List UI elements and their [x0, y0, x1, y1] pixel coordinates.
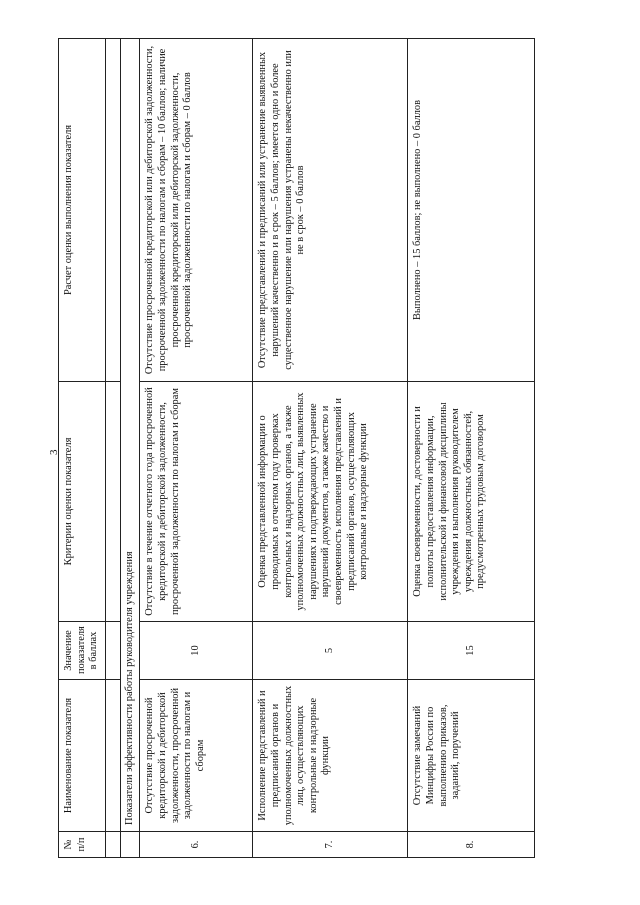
row-calc: Отсутствие представлений и предписаний или устранение выявленных нарушений качественно и в срок – 5 баллов; имеется одно и более существенное нарушение или нарушения устранены некачественно или не в срок – 0 баллов [253, 39, 408, 382]
row-value: 5 [253, 622, 408, 680]
row-criteria: Отсутствие в течение отчетного года просроченной кредиторской и дебиторской задолженности, просроченной задолженности по налогам и сборам [140, 382, 253, 622]
row-name: Исполнение представлений и предписаний органов и уполномоченных должностных лиц, осуществляющих контрольные и надзорные функции [253, 680, 408, 832]
row-name: Отсутствие замечаний Минцифры России по выполнению приказов, заданий, поручений [408, 680, 535, 832]
blank-row [105, 39, 120, 858]
header-num: № п/п [59, 832, 106, 858]
row-num: 8. [408, 832, 535, 858]
row-num: 6. [140, 832, 253, 858]
header-criteria: Критерии оценки показателя [59, 382, 106, 622]
indicator-table-sheet [58, 38, 558, 858]
row-criteria: Оценка своевременности, достоверности и полноты предоставления информации, исполнительской и финансовой дисциплины учреждения и выполнения руководителем учреждения должностных обязанностей, предусмотренных трудовым договором [408, 382, 535, 622]
indicator-table [58, 38, 535, 858]
table-row [253, 39, 408, 858]
row-calc: Отсутствие просроченной кредиторской или дебиторской задолженности, просроченной задолженности по налогам и сборам – 10 баллов; наличие просроченной кредиторской или дебиторской задолженности, просроченной задолженности по налогам и сборам – 0 баллов [140, 39, 253, 382]
table-row [408, 39, 535, 858]
page-number: 3 [48, 449, 60, 455]
row-criteria: Оценка представленной информации о проводимых в отчетном году проверках контрольных и надзорных органов, а также уполномоченных должностных лиц, выявленных нарушениях и подтверждающих устранение нарушений документов, а также качество и своевременность исполнения представлений и предписаний органов, осуществляющих контрольные и надзорные функции [253, 382, 408, 622]
row-calc: Выполнено – 15 баллов; не выполнено – 0 баллов [408, 39, 535, 382]
row-value: 10 [140, 622, 253, 680]
row-num: 7. [253, 832, 408, 858]
header-value: Значение показателя в баллах [59, 622, 106, 680]
row-name: Отсутствие просроченной кредиторской и дебиторской задолженности, просроченной задолженности по налогам и сборам [140, 680, 253, 832]
header-calc: Расчет оценки выполнения показателя [59, 39, 106, 382]
table-row [140, 39, 253, 858]
section-row [120, 39, 140, 858]
header-name: Наименование показателя [59, 680, 106, 832]
section-title: Показатели эффективности работы руководителя учреждения [120, 39, 140, 832]
table-header-row [59, 39, 106, 858]
row-value: 15 [408, 622, 535, 680]
